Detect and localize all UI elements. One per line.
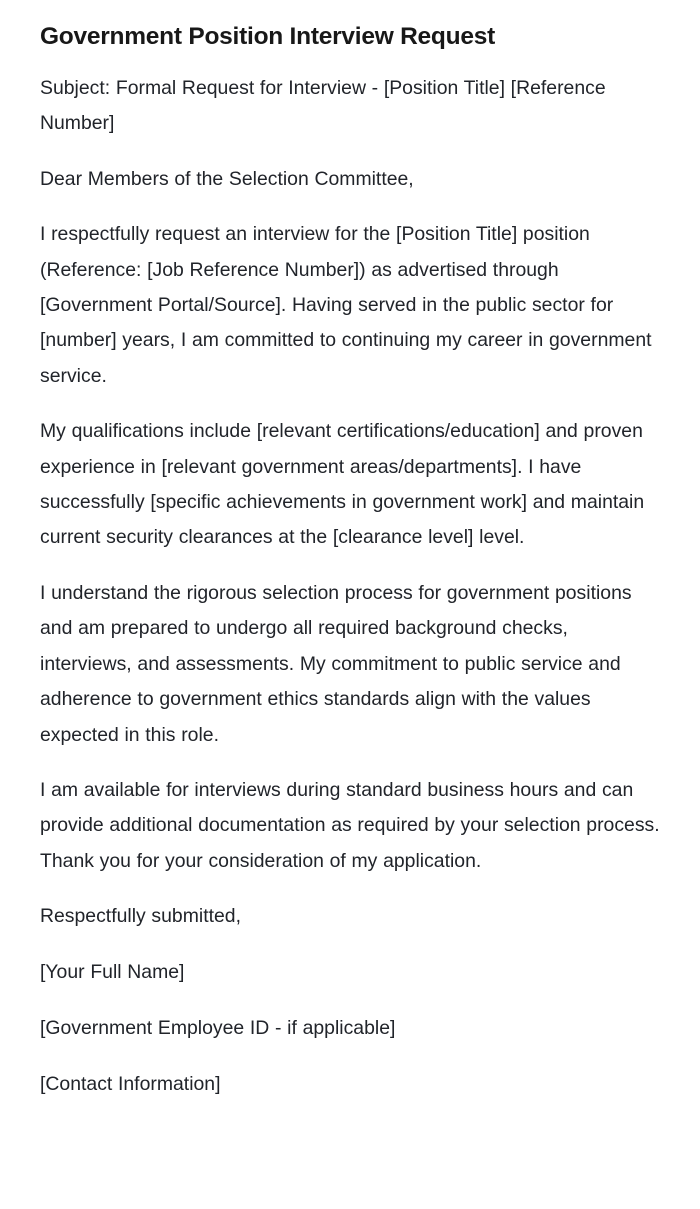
salutation: Dear Members of the Selection Committee, — [40, 167, 414, 190]
closing: Respectfully submitted, — [40, 905, 241, 928]
body-paragraph-3: I understand the rigorous selection process for government positions and am prepared to undergo all required background checks, interviews, and assessments. My commitment to public service and adherence to government ethics standards align with the values expected in this role. — [40, 581, 632, 746]
body-paragraph-1: I respectfully request an interview for the [Position Title] position (Reference: [Job Reference Number]) as advertised through [Government Portal/Source]. Having served in the public sector for [number] years, I am committed to continuing my career in government service. — [40, 223, 652, 387]
signature-employee-id-placeholder: [Government Employee ID - if applicable] — [40, 1016, 396, 1039]
signature-name-placeholder: [Your Full Name] — [40, 961, 185, 984]
body-paragraph-2: My qualifications include [relevant certifications/education] and proven experience in [relevant government areas/departments]. I have successfully [specific achievements in government work] and maintain current security clearances at the [clearance level] level. — [40, 420, 645, 549]
subject-line: Subject: Formal Request for Interview - [Position Title] [Reference Number] — [40, 77, 606, 135]
page-title: Government Position Interview Request — [40, 23, 495, 50]
signature-contact-placeholder: [Contact Information] — [40, 1072, 221, 1095]
body-paragraph-4: I am available for interviews during standard business hours and can provide additional documentation as required by your selection process. Thank you for your consideration of my application. — [40, 778, 660, 872]
